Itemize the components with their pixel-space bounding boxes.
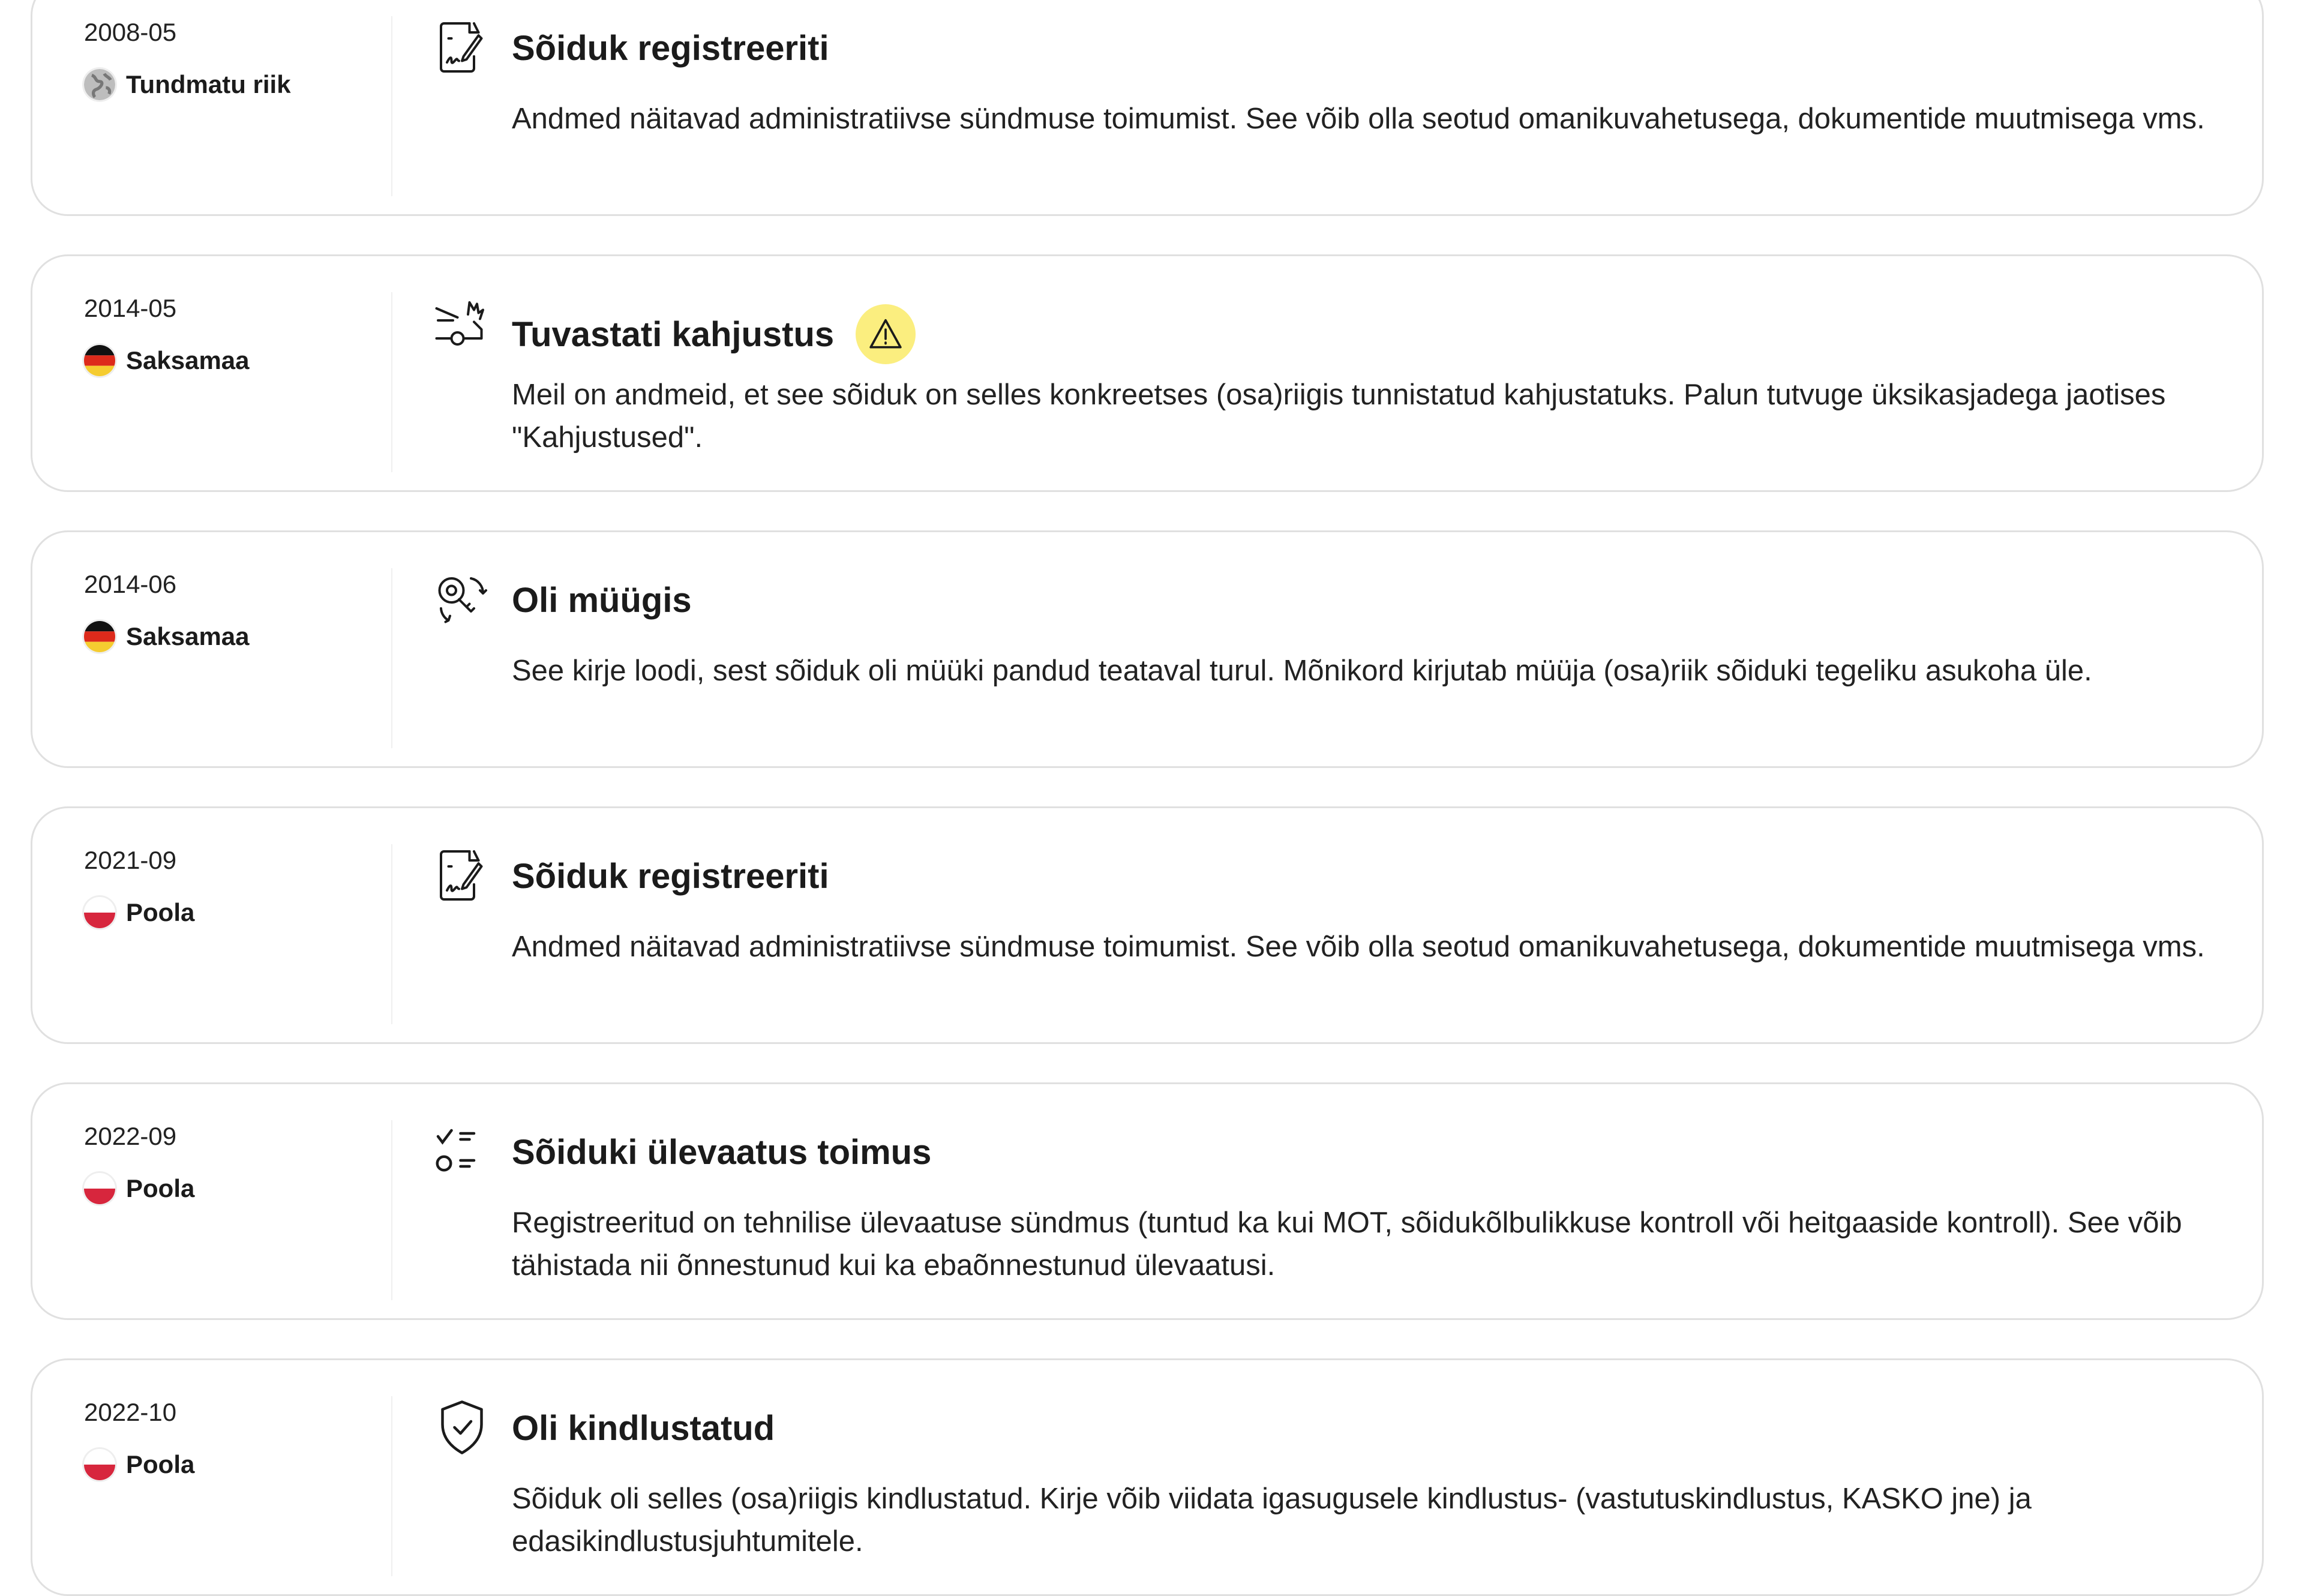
divider (391, 1396, 392, 1576)
event-title-text: Sõiduk registreeriti (512, 857, 829, 896)
event-title (512, 304, 916, 364)
event-country (84, 621, 384, 652)
timeline-event-card (31, 530, 2264, 768)
timeline-event-card (31, 806, 2264, 1044)
event-meta (84, 293, 384, 376)
flag-pl-icon (84, 1449, 115, 1480)
car-crash-icon (432, 293, 492, 353)
document-sign-icon (432, 845, 492, 905)
event-meta (84, 845, 384, 928)
event-date: 2014-05 (84, 294, 177, 322)
country-name: Saksamaa (126, 346, 250, 374)
event-title (512, 856, 829, 896)
event-title-text: Oli kindlustatud (512, 1409, 775, 1448)
flag-de-icon (84, 621, 115, 652)
country-name: Poola (126, 1450, 195, 1478)
event-title-text: Oli müügis (512, 581, 692, 620)
event-country (84, 1173, 384, 1204)
event-date: 2014-06 (84, 570, 177, 598)
event-date: 2021-09 (84, 846, 177, 874)
event-title-text: Sõiduki ülevaatus toimus (512, 1133, 932, 1172)
event-title-text: Sõiduk registreeriti (512, 29, 829, 68)
divider (391, 1120, 392, 1300)
event-title (512, 28, 829, 68)
event-date: 2022-10 (84, 1398, 177, 1426)
event-date: 2008-05 (84, 18, 177, 46)
event-title (512, 1408, 775, 1448)
event-country (84, 897, 384, 928)
flag-pl-icon (84, 1173, 115, 1204)
country-name: Tundmatu riik (126, 70, 291, 98)
divider (391, 844, 392, 1024)
event-meta (84, 1121, 384, 1204)
event-description: Registreeritud on tehnilise ülevaatuse sündmus (tuntud ka kui MOT, sõidukõlbulikkuse kontroll või heitgaaside kontroll). See võib tähistada nii õnnestunud kui ka ebaõnnestunud ülevaatusi. (512, 1207, 2182, 1282)
event-country (84, 69, 384, 100)
timeline-event-card (31, 0, 2264, 216)
event-meta (84, 1397, 384, 1480)
event-country (84, 345, 384, 376)
event-country (84, 1449, 384, 1480)
divider (391, 292, 392, 472)
event-meta (84, 17, 384, 100)
event-description: Andmed näitavad administratiivse sündmuse toimumist. See võib olla seotud omanikuvahetusega, dokumentide muutmisega vms. (512, 103, 2205, 135)
shield-check-icon (432, 1397, 492, 1457)
globe-icon (84, 69, 115, 100)
timeline-event-card (31, 254, 2264, 492)
for-sale-icon (432, 569, 492, 629)
event-description: Andmed näitavad administratiivse sündmuse toimumist. See võib olla seotud omanikuvahetusega, dokumentide muutmisega vms. (512, 931, 2205, 963)
flag-de-icon (84, 345, 115, 376)
event-title (512, 580, 692, 620)
timeline-event-card (31, 1082, 2264, 1320)
country-name: Poola (126, 898, 195, 926)
divider (391, 568, 392, 748)
warning-icon[interactable] (856, 304, 916, 364)
event-date: 2022-09 (84, 1122, 177, 1150)
event-description: See kirje loodi, sest sõiduk oli müüki pandud teataval turul. Mõnikord kirjutab müüja (osa)riik sõiduki tegeliku asukoha üle. (512, 655, 2092, 687)
divider (391, 16, 392, 196)
document-sign-icon (432, 17, 492, 77)
event-description: Meil on andmeid, et see sõiduk on selles konkreetses (osa)riigis tunnistatud kahjustatuks. Palun tutvuge üksikasjadega jaotises "Kahjustused". (512, 379, 2166, 454)
event-title (512, 1132, 931, 1172)
event-title-text: Tuvastati kahjustus (512, 314, 835, 354)
event-description: Sõiduk oli selles (osa)riigis kindlustatud. Kirje võib viidata igasugusele kindlustus- (vastutuskindlustus, KASKO jne) ja edasikindlustusjuhtumitele. (512, 1483, 2032, 1558)
timeline-event-card (31, 1358, 2264, 1596)
country-name: Saksamaa (126, 622, 250, 650)
country-name: Poola (126, 1174, 195, 1202)
checklist-icon (432, 1121, 492, 1181)
event-meta (84, 569, 384, 652)
flag-pl-icon (84, 897, 115, 928)
